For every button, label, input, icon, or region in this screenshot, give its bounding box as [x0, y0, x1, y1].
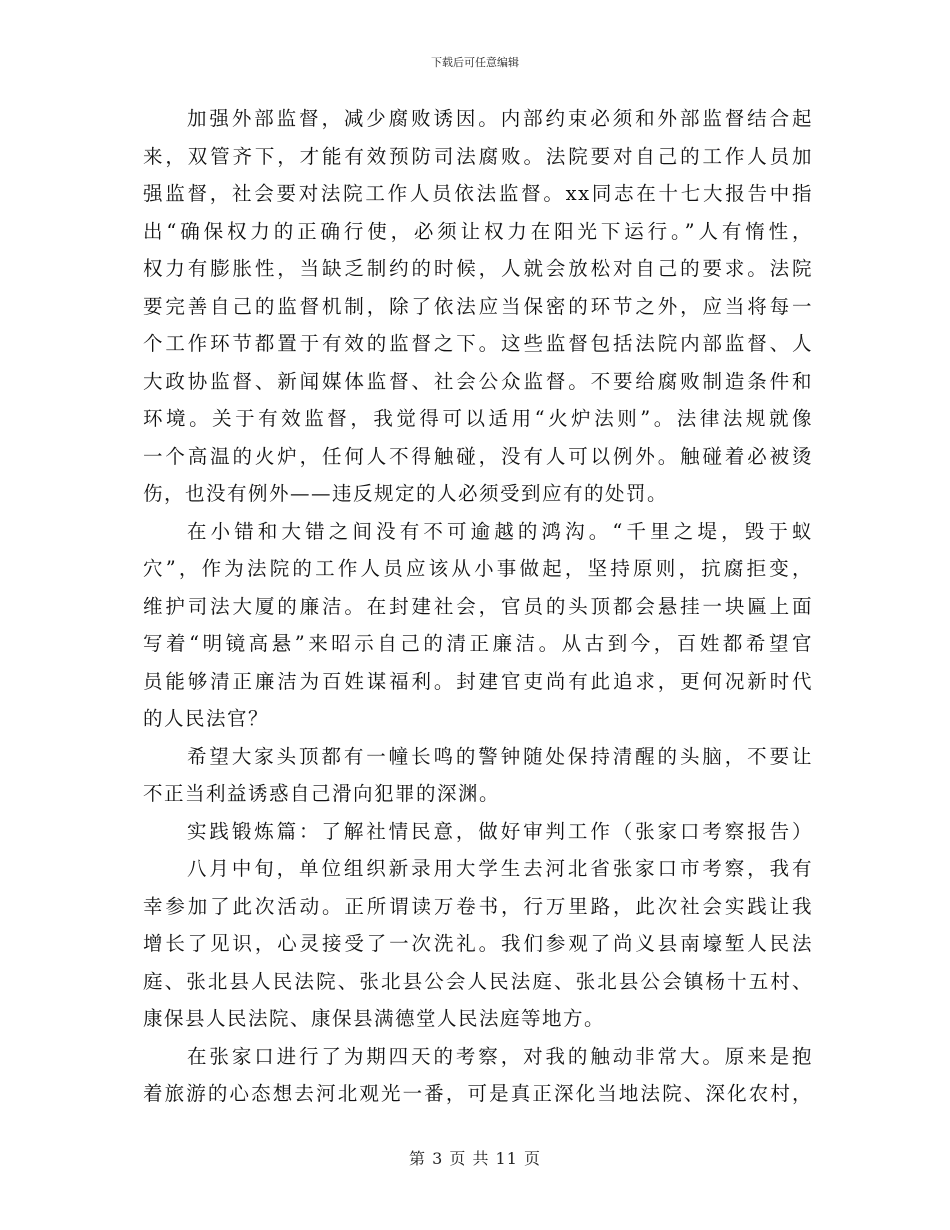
text-line: 穴”，作为法院的工作人员应该从小事做起，坚持原则，抗腐拒变， — [143, 557, 813, 580]
text-line: 权力有膨胀性，当缺乏制约的时候，人就会放松对自己的要求。法院 — [143, 257, 813, 280]
text-line: 着旅游的心态想去河北观光一番，可是真正深化当地法院、深化农村， — [143, 1082, 813, 1105]
text-line: 不正当利益诱惑自己滑向犯罪的深渊。 — [143, 782, 501, 805]
document-body — [143, 100, 813, 1113]
text-line: 员能够清正廉洁为百姓谋福利。封建官吏尚有此追求，更何况新时代 — [143, 669, 813, 693]
text-line: 要完善自己的监督机制，除了依法应当保密的环节之外，应当将每一 — [143, 294, 813, 318]
text-line: 一个高温的火炉，任何人不得触碰，没有人可以例外。触碰着必被烫 — [143, 444, 813, 468]
text-line: 个工作环节都置于有效的监督之下。这些监督包括法院内部监督、人 — [143, 332, 813, 355]
text-line: 大政协监督、新闻媒体监督、社会公众监督。不要给腐败制造条件和 — [143, 369, 813, 393]
text-line: 伤，也没有例外——违反规定的人必须受到应有的处罚。 — [143, 482, 669, 505]
text-line: 庭、张北县人民法院、张北县公会人民法庭、张北县公会镇杨十五村、 — [143, 969, 813, 993]
text-line: 八月中旬，单位组织新录用大学生去河北省张家口市考察，我有 — [187, 857, 813, 880]
text-line: 来，双管齐下，才能有效预防司法腐败。法院要对自己的工作人员加 — [143, 144, 813, 168]
text-line: 的人民法官？ — [143, 707, 270, 730]
text-line: 增长了见识，心灵接受了一次洗礼。我们参观了尚义县南壕堑人民法 — [143, 932, 813, 955]
text-line: 在张家口进行了为期四天的考察，对我的触动非常大。原来是抱 — [187, 1044, 813, 1068]
text-line: 环境。关于有效监督，我觉得可以适用“火炉法则”。法律法规就像 — [143, 407, 813, 430]
text-line: 维护司法大厦的廉洁。在封建社会，官员的头顶都会悬挂一块匾上面 — [143, 594, 813, 618]
text-line: 强监督，社会要对法院工作人员依法监督。xx同志在十七大报告中指 — [143, 182, 813, 205]
page-footer: 第 3 页 共 11 页 — [409, 1149, 541, 1168]
text-line: 实践锻炼篇：了解社情民意，做好审判工作（张家口考察报告） — [187, 819, 813, 843]
text-line: 写着“明镜高悬”来昭示自己的清正廉洁。从古到今，百姓都希望官 — [143, 632, 813, 655]
text-line: 希望大家头顶都有一幢长鸣的警钟随处保持清醒的头脑，不要让 — [187, 744, 813, 768]
text-line: 幸参加了此次活动。正所谓读万卷书，行万里路，此次社会实践让我 — [143, 894, 813, 918]
text-line: 在小错和大错之间没有不可逾越的鸿沟。“千里之堤，毁于蚁 — [187, 519, 813, 543]
page-header: 下载后可任意编辑 — [431, 56, 519, 69]
text-line: 加强外部监督，减少腐败诱因。内部约束必须和外部监督结合起 — [187, 107, 813, 130]
text-line: 康保县人民法院、康保县满德堂人民法庭等地方。 — [143, 1007, 606, 1030]
text-line: 出“确保权力的正确行使，必须让权力在阳光下运行。”人有惰性， — [143, 219, 813, 243]
